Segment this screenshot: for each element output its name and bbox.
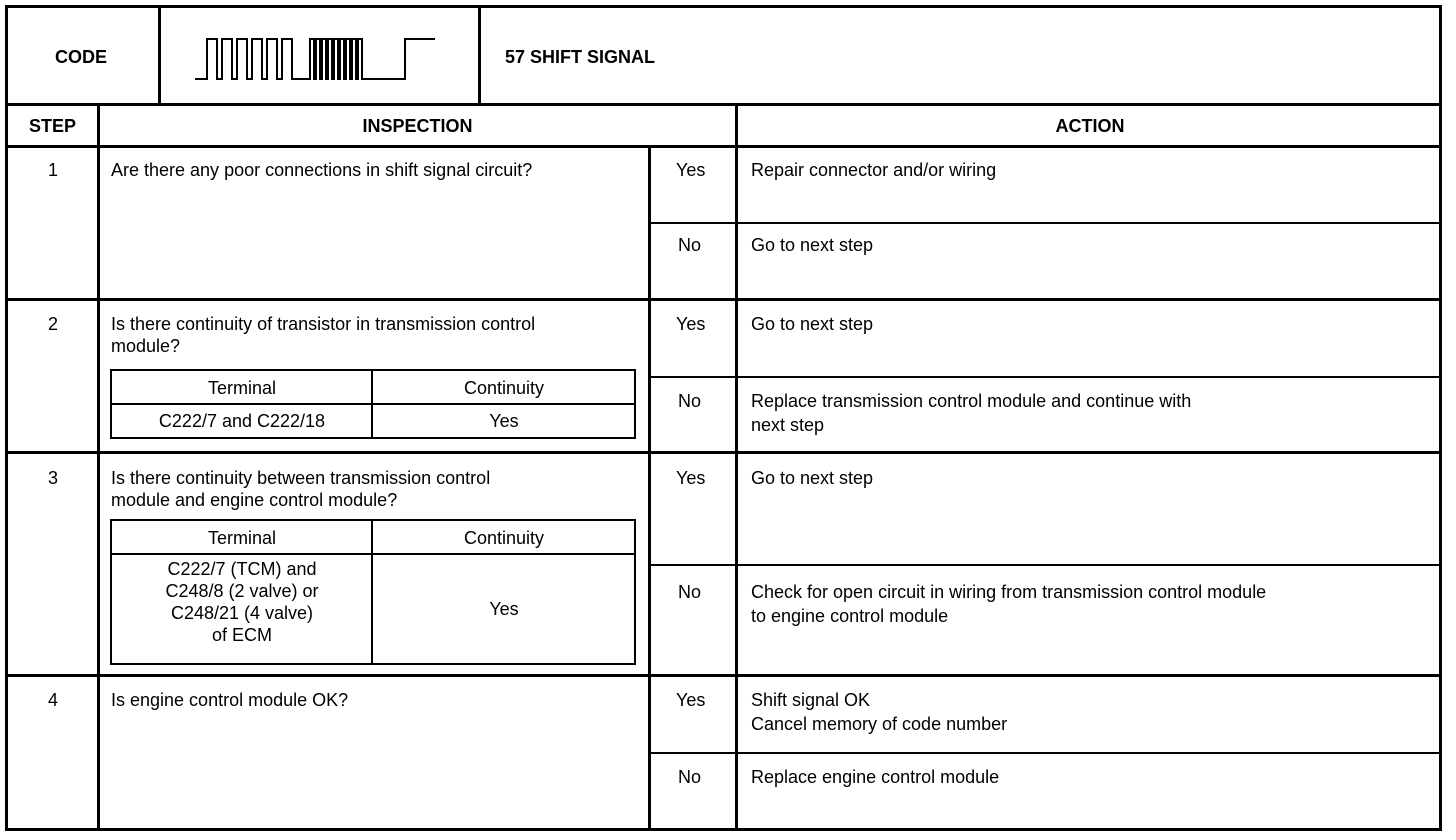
step-2-table-header-terminal: Terminal <box>207 378 277 398</box>
step-2-question-line1: Is there continuity of transistor in transmission control <box>111 314 536 334</box>
step-1-yes-action: Repair connector and/or wiring <box>751 160 997 180</box>
step-column-line <box>97 103 100 831</box>
header-bottom-line <box>5 103 1442 106</box>
step-3-no-action-line2: to engine control module <box>751 606 949 626</box>
code-title: 57 SHIFT SIGNAL <box>505 47 656 67</box>
step-4-number: 4 <box>48 690 59 710</box>
step-2-no: No <box>678 391 702 411</box>
step-1-bottom <box>5 298 1442 301</box>
code-waveform-icon <box>195 34 445 84</box>
step-2-terminal-table <box>110 369 636 439</box>
step-2-yes-action: Go to next step <box>751 314 874 334</box>
step-3-table-header-continuity: Continuity <box>463 528 545 548</box>
step-3-table-continuity: Yes <box>489 599 519 619</box>
step-2-yes: Yes <box>676 314 706 334</box>
step-3-question-line1: Is there continuity between transmission control <box>111 468 491 488</box>
step-3-bottom <box>5 674 1442 677</box>
step-4-split <box>648 752 1442 754</box>
step-2-no-action-line2: next step <box>751 415 825 435</box>
step-3-table-terminal-line4: of ECM <box>211 625 272 645</box>
step-1-no-action: Go to next step <box>751 235 874 255</box>
step-1-no: No <box>678 235 702 255</box>
step-4-no-action: Replace engine control module <box>751 767 1000 787</box>
step-3-table-header-terminal: Terminal <box>207 528 277 548</box>
code-label: CODE <box>55 47 108 67</box>
step-2-table-terminal: C222/7 and C222/18 <box>158 411 326 431</box>
step-4-question: Is engine control module OK? <box>111 690 349 710</box>
yesno-line <box>648 147 651 831</box>
step-3-yes-action: Go to next step <box>751 468 874 488</box>
step-2-table-continuity: Yes <box>489 411 519 431</box>
step-3-terminal-table <box>110 519 636 665</box>
column-action: ACTION <box>1055 116 1125 136</box>
step-2-number: 2 <box>48 314 59 334</box>
step-2-table-header-continuity: Continuity <box>463 378 545 398</box>
step-3-no: No <box>678 582 702 602</box>
column-step: STEP <box>28 116 76 136</box>
step-1-split <box>648 222 1442 224</box>
step-2-bottom <box>5 451 1442 454</box>
column-inspection: INSPECTION <box>362 116 473 136</box>
step-1-number: 1 <box>48 160 59 180</box>
step-3-no-action-line1: Check for open circuit in wiring from transmission control module <box>751 582 1267 602</box>
action-column-line <box>735 103 738 831</box>
step-2-split <box>648 376 1442 378</box>
step-2-no-action-line1: Replace transmission control module and continue with <box>751 391 1192 411</box>
step-4-yes-action-line2: Cancel memory of code number <box>751 714 1008 734</box>
step-4-yes: Yes <box>676 690 706 710</box>
step-1-question: Are there any poor connections in shift signal circuit? <box>111 160 533 180</box>
step-3-question-line2: module and engine control module? <box>111 490 398 510</box>
step-1-yes: Yes <box>676 160 706 180</box>
header-divider-1 <box>158 5 161 105</box>
step-3-table-terminal-line1: C222/7 (TCM) and <box>167 559 317 579</box>
step-3-table-terminal-line2: C248/8 (2 valve) or <box>165 581 319 601</box>
step-4-yes-action-line1: Shift signal OK <box>751 690 871 710</box>
step-3-split <box>648 564 1442 566</box>
step-3-number: 3 <box>48 468 59 488</box>
step-4-no: No <box>678 767 702 787</box>
step-3-table-terminal-line3: C248/21 (4 valve) <box>170 603 314 623</box>
step-3-yes: Yes <box>676 468 706 488</box>
header-divider-2 <box>478 5 481 105</box>
column-header-bottom <box>5 145 1442 148</box>
step-2-question-line2: module? <box>111 336 181 356</box>
